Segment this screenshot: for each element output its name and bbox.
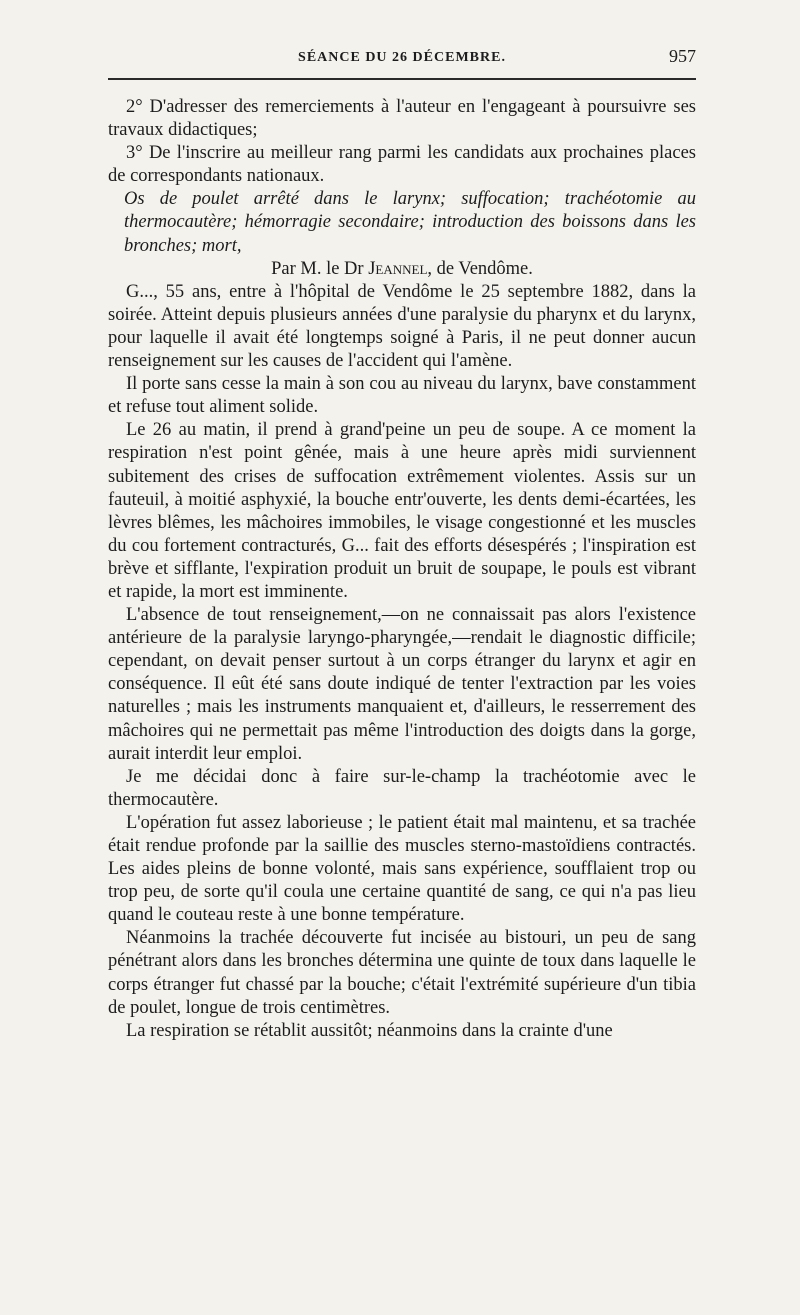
intro-paragraph: 3° De l'inscrire au meilleur rang parmi les candidats aux prochaines places de correspondants nationaux. (108, 143, 696, 187)
intro-paragraph: 2° D'adresser des remerciements à l'auteur en l'engageant à poursuivre ses travaux didactiques; (108, 97, 696, 141)
body-paragraph: Il porte sans cesse la main à son cou au niveau du larynx, bave constamment et refuse tout aliment solide. (108, 374, 696, 418)
author-name: Jeannel (368, 258, 428, 279)
body-paragraph: Je me décidai donc à faire sur-le-champ la trachéotomie avec le thermocautère. (108, 766, 696, 810)
body-paragraph: G..., 55 ans, entre à l'hôpital de Vendôme le 25 septembre 1882, dans la soirée. Atteint depuis plusieurs années d'une paralysie du pharynx et du larynx, pour laquelle il avait été longtemps soigné à Paris, il ne peut donner aucun renseignement sur les causes de l'accident qui l'amène. (108, 281, 696, 372)
article-title: Os de poulet arrêté dans le larynx; suffocation; trachéotomie au thermocautère; hémorragie secondaire; introduction des boissons dans les bronches; mort, (124, 189, 696, 256)
byline-suffix: , de Vendôme. (427, 258, 533, 279)
body-paragraph: Néanmoins la trachée découverte fut incisée au bistouri, un peu de sang pénétrant alors dans les bronches détermina une quinte de toux dans laquelle le corps étranger fut chassé par la bouche; c'était l'extrémité supérieure d'un tibia de poulet, longue de trois centimètres. (108, 928, 696, 1018)
body-paragraph: L'absence de tout renseignement,—on ne connaissait pas alors l'existence antérieure de la paralysie laryngo-pharyngée,—rendait le diagnostic difficile; cependant, on devait penser surtout à un corps étranger du larynx et agir en conséquence. Il eût été sans doute indiqué de tenter l'extraction par les voies naturelles ; mais les instruments manquaient et, d'ailleurs, le resserrement des mâchoires qui ne permettait pas même l'introduction des doigts dans la gorge, aurait interdit leur emploi. (108, 605, 696, 764)
article-byline (108, 258, 696, 281)
body-paragraph: L'opération fut assez laborieuse ; le patient était mal maintenu, et sa trachée était rendue profonde par la saillie des muscles sterno-mastoïdiens contractés. Les aides pleins de bonne volonté, mais sans expérience, soufflaient trop ou trop peu, de sorte qu'il coula une certaine quantité de sang, ce qui n'a pas lieu quand le couteau reste à une bonne température. (108, 812, 696, 926)
running-head: SÉANCE DU 26 DÉCEMBRE. (298, 50, 506, 65)
page-header (108, 46, 696, 74)
body-paragraph: La respiration se rétablit aussitôt; néanmoins dans la crainte d'une (126, 1020, 613, 1041)
page-number: 957 (669, 46, 696, 66)
byline-prefix: Par M. le Dr (271, 258, 364, 279)
header-rule (108, 78, 696, 80)
body-paragraph: Le 26 au matin, il prend à grand'peine un peu de soupe. A ce moment la respiration n'est point gênée, mais à une heure après midi surviennent subitement des crises de suffocation extrêmement violentes. Assis sur un fauteuil, à moitié asphyxié, la bouche entr'ouverte, les dents demi-écartées, les lèvres blêmes, les mâchoires immobiles, le visage congestionné et les muscles du cou fortement contracturés, G... fait des efforts désespérés ; l'inspiration est brève et sifflante, l'expiration produit un bruit de soupape, le pouls est vibrant et rapide, la mort est imminente. (108, 420, 696, 602)
body-text (108, 96, 696, 1043)
